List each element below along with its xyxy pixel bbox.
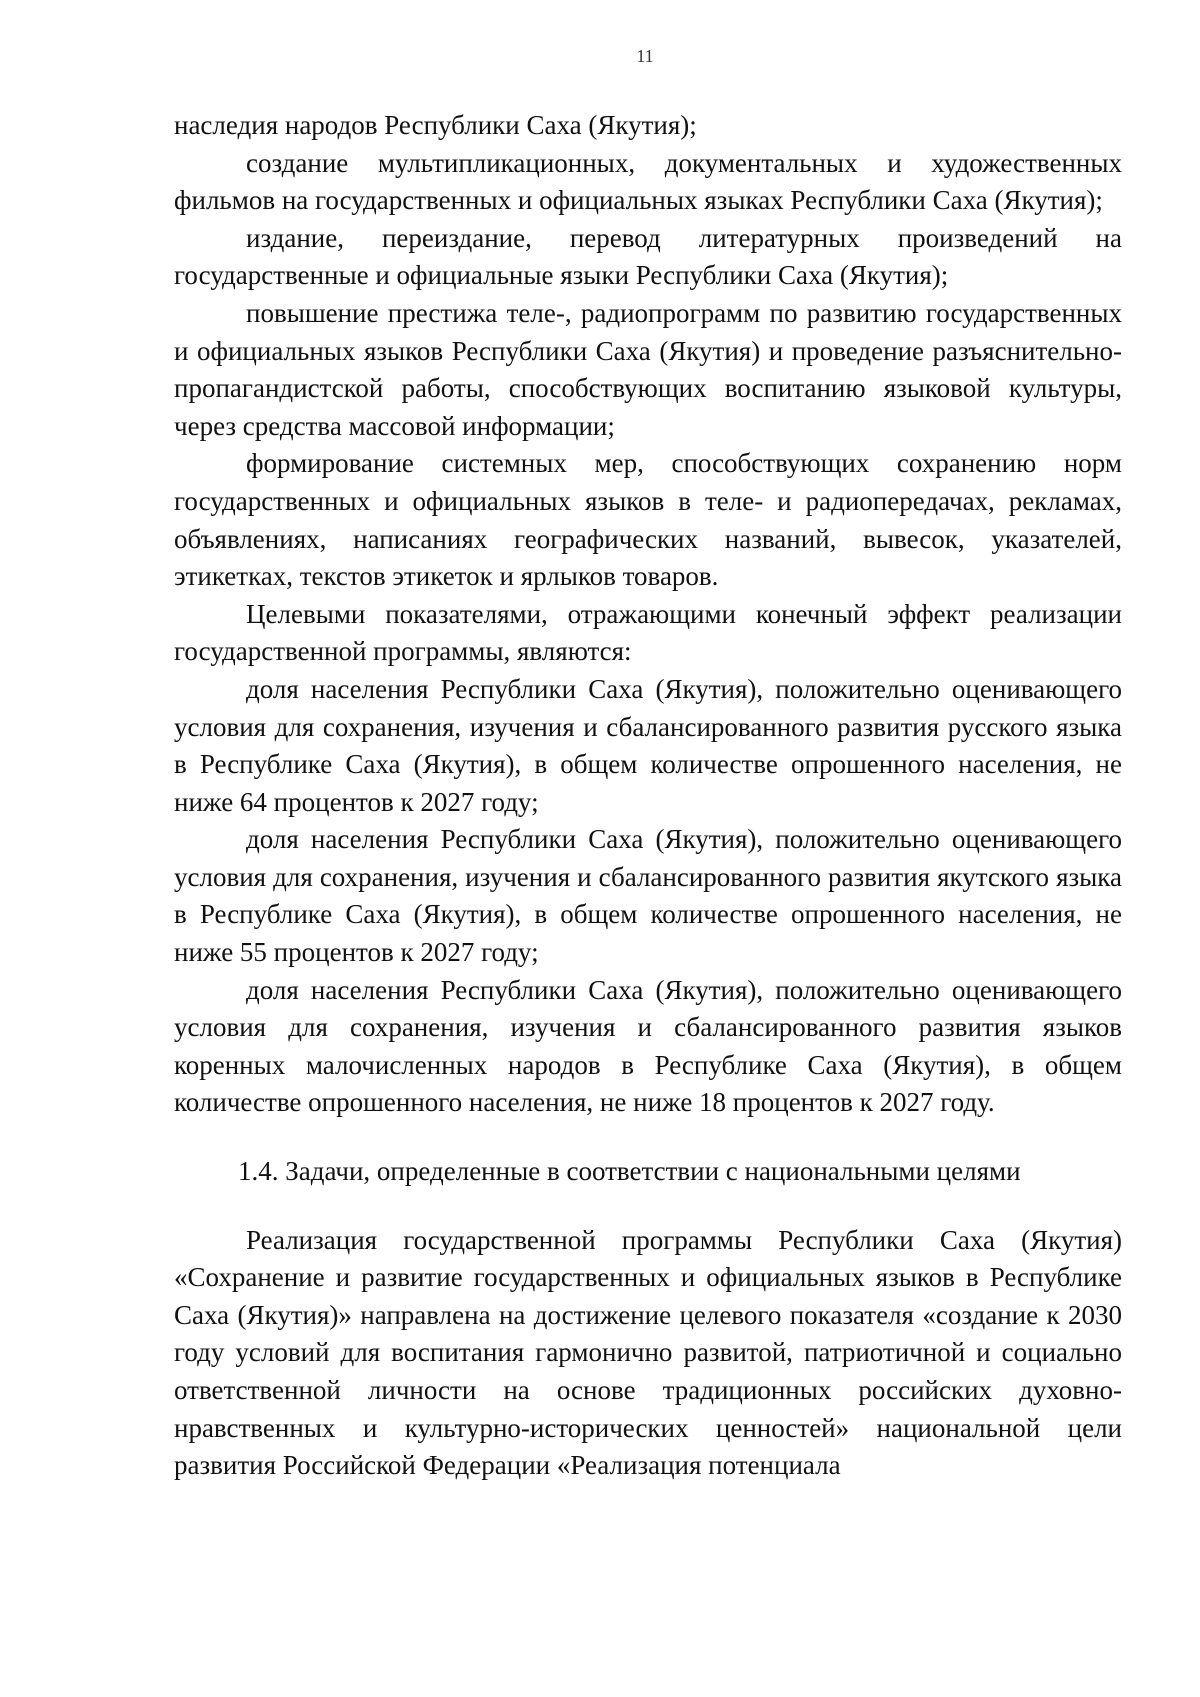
document-body bbox=[174, 107, 1122, 1485]
paragraph-system-measures: формирование системных мер, способствующих сохранению норм государственных и официальных языков в теле- и радиопередачах, рекламах, объявлениях, написаниях географических названий, вывесок, указателей, этикетках, текстов этикеток и ярлыков товаров. bbox=[174, 448, 1122, 592]
paragraph-publishing: издание, переиздание, перевод литературных произведений на государственные и официальные языки Республики Саха (Якутия); bbox=[174, 222, 1122, 291]
paragraph-indicator-russian: доля населения Республики Саха (Якутия), положительно оценивающего условия для сохранения, изучения и сбалансированного развития русского языка в Республике Саха (Якутия), в общем количестве опрошенного населения, не ниже 64 процентов к 2027 году; bbox=[174, 673, 1122, 817]
paragraph-section-body: Реализация государственной программы Республики Саха (Якутия) «Сохранение и развитие государственных и официальных языков в Республике Саха (Якутия)» направлена на достижение целевого показателя «создание к 2030 году условий для воспитания гармонично развитой, патриотичной и социально ответственной личности на основе традиционных российских духовно-нравственных и культурно-исторических ценностей» национальной цели развития Российской Федерации «Реализация потенциала bbox=[174, 1224, 1122, 1481]
paragraph-films: создание мультипликационных, документальных и художественных фильмов на государственных и официальных языках Республики Саха (Якутия); bbox=[174, 147, 1122, 216]
paragraph-target-indicators: Целевыми показателями, отражающими конечный эффект реализации государственной программы, являются: bbox=[174, 598, 1122, 667]
paragraph-indicator-indigenous: доля населения Республики Саха (Якутия), положительно оценивающего условия для сохранения, изучения и сбалансированного развития языков коренных малочисленных народов в Республике Саха (Якутия), в общем количестве опрошенного населения, не ниже 18 процентов к 2027 году. bbox=[174, 974, 1122, 1118]
section-heading: 1.4. Задачи, определенные в соответствии с национальными целями bbox=[238, 1156, 1021, 1187]
page-number: 11 bbox=[636, 46, 654, 66]
paragraph-continuation: наследия народов Республики Саха (Якутия); bbox=[174, 110, 697, 140]
paragraph-tv-radio: повышение престижа теле-, радиопрограмм по развитию государственных и официальных языков Республики Саха (Якутия) и проведение разъяснительно-пропагандистской работы, способствующих воспитанию языковой культуры, через средства массовой информации; bbox=[174, 297, 1122, 441]
paragraph-indicator-yakut: доля населения Республики Саха (Якутия), положительно оценивающего условия для сохранения, изучения и сбалансированного развития якутского языка в Республике Саха (Якутия), в общем количестве опрошенного населения, не ниже 55 процентов к 2027 году; bbox=[174, 824, 1122, 968]
